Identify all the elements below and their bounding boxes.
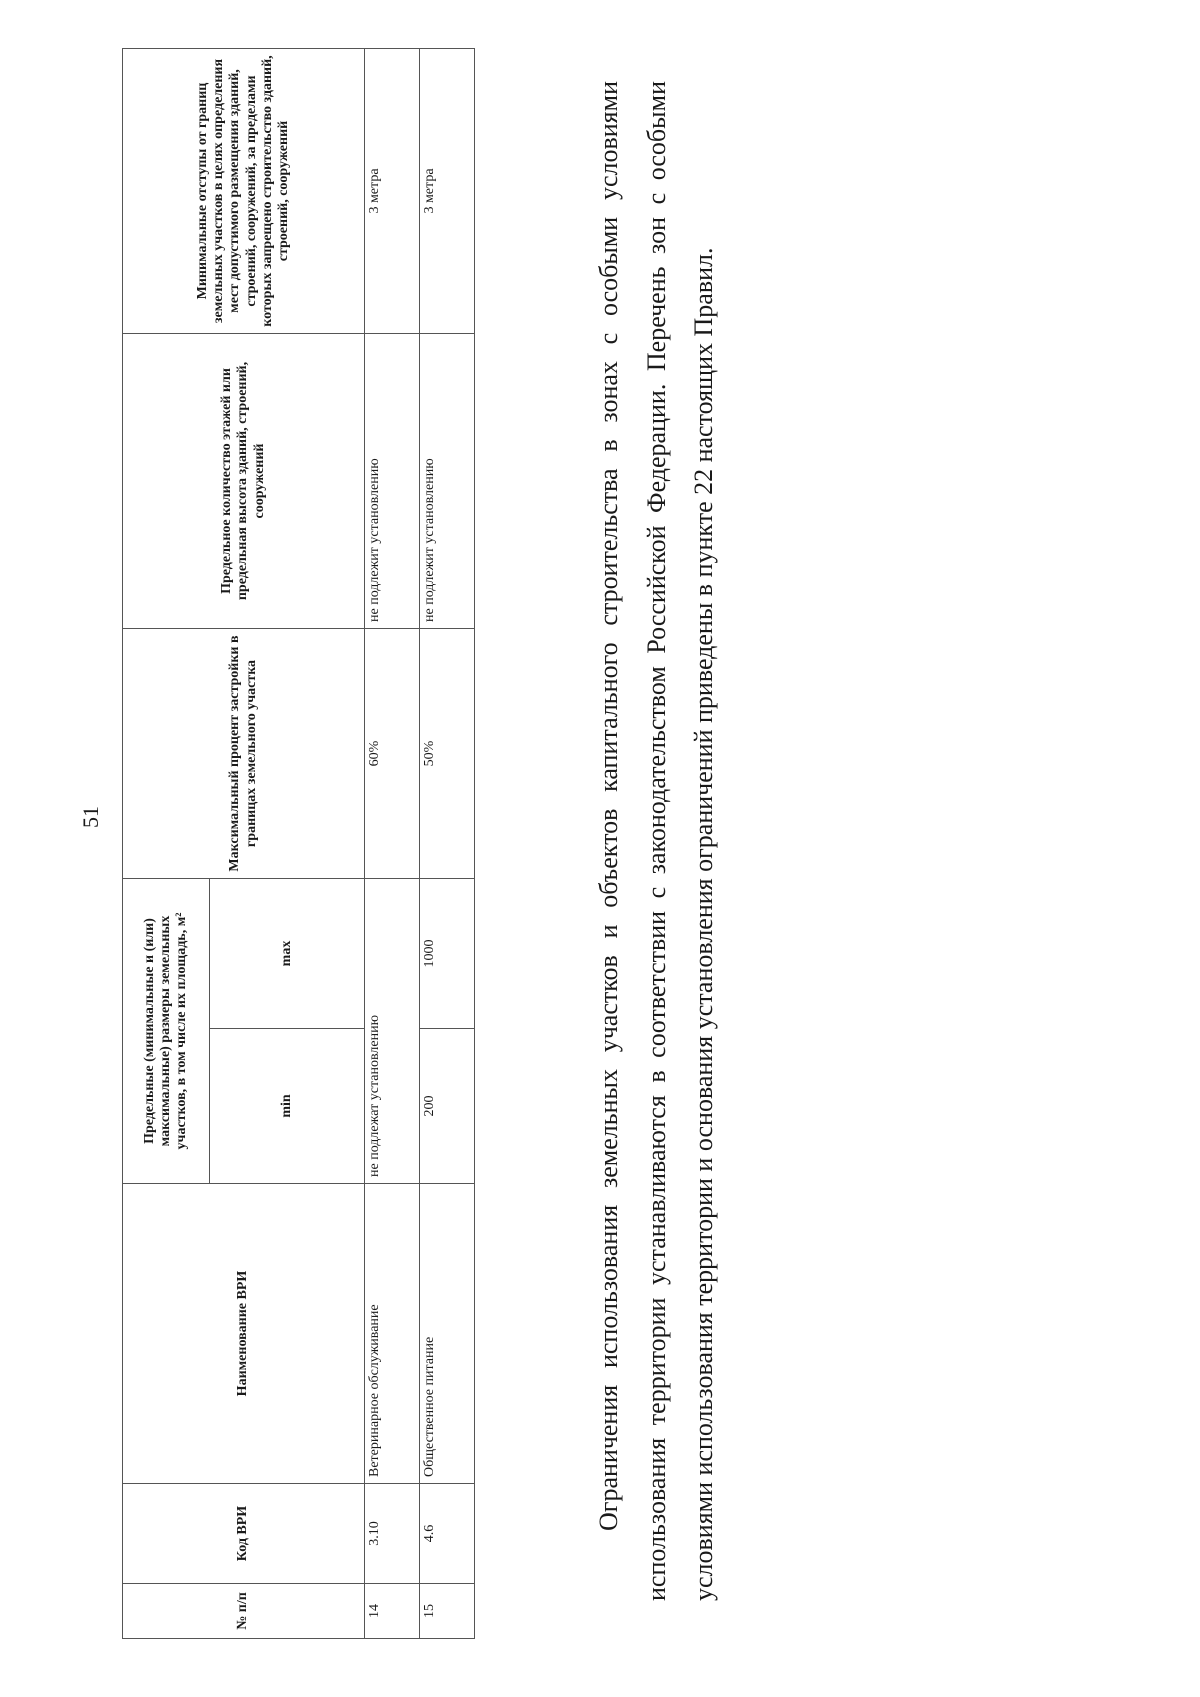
cell-name: Ветеринарное обслуживание xyxy=(365,1184,420,1484)
cell-num: 14 xyxy=(365,1584,420,1639)
header-num: № п/п xyxy=(123,1584,365,1639)
cell-setback: 3 метра xyxy=(365,49,420,334)
page-number: 51 xyxy=(78,806,103,828)
paragraph-text: Ограничения использования земельных участков и объектов капитального строительства в зонах с особыми условиями использования территории устанавливаются в соответствии с законодательством Российской Федерации. Перечень зон с особыми условиями использования территории и основания установления ограничений приведены в пункте 22 настоящих Правил. xyxy=(594,81,718,1601)
table-row xyxy=(365,49,420,1639)
cell-num: 15 xyxy=(420,1584,475,1639)
cell-size-merged: не подлежат установлению xyxy=(365,879,420,1184)
table-row xyxy=(420,49,475,1639)
cell-percent: 60% xyxy=(365,629,420,879)
cell-code: 3.10 xyxy=(365,1484,420,1584)
cell-max: 1000 xyxy=(420,879,475,1029)
header-code: Код ВРИ xyxy=(123,1484,365,1584)
land-use-table xyxy=(122,48,475,1639)
header-size-max: max xyxy=(210,879,365,1029)
cell-percent: 50% xyxy=(420,629,475,879)
cell-min: 200 xyxy=(420,1029,475,1184)
header-size-min: min xyxy=(210,1029,365,1184)
header-setback: Минимальные отступы от границ земельных участков в целях определения мест допустимого размещения зданий, строений, сооружений, за пределами которых запрещено строительство зданий, строений, сооружений xyxy=(123,49,365,334)
cell-setback: 3 метра xyxy=(420,49,475,334)
cell-code: 4.6 xyxy=(420,1484,475,1584)
cell-floors: не подлежит установлению xyxy=(365,334,420,629)
header-floors: Предельное количество этажей или предельная высота зданий, строений, сооружений xyxy=(123,334,365,629)
body-paragraph xyxy=(585,81,728,1601)
table-header-row xyxy=(123,49,210,1639)
header-name: Наименование ВРИ xyxy=(123,1184,365,1484)
header-percent: Максимальный процент застройки в границах земельного участка xyxy=(123,629,365,879)
cell-name: Общественное питание xyxy=(420,1184,475,1484)
header-size-group: Предельные (минимальные и (или) максимальные) размеры земельных участков, в том числе их площадь, м² xyxy=(123,879,210,1184)
cell-floors: не подлежит установлению xyxy=(420,334,475,629)
